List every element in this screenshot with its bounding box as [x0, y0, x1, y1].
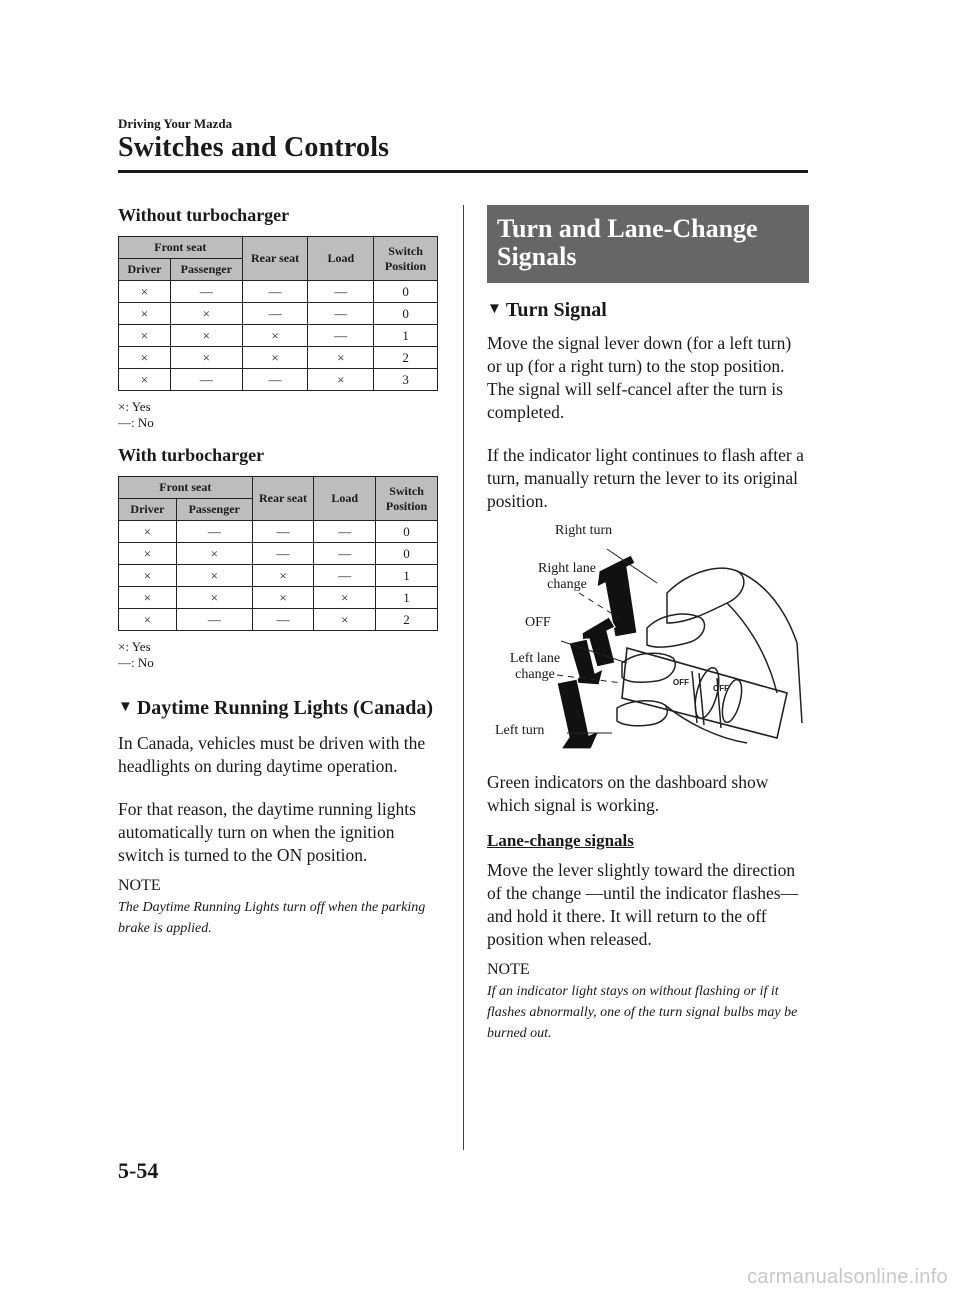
col-switch-position: Switch Position	[374, 237, 438, 281]
legend-yes: ×: Yes	[118, 639, 151, 654]
table-cell: 2	[376, 609, 438, 631]
header-rule	[118, 170, 808, 173]
turn-note-title: NOTE	[487, 961, 530, 978]
table-row	[119, 587, 438, 609]
col-passenger: Passenger	[176, 499, 252, 521]
table-cell: ―	[170, 369, 242, 391]
table-cell: ―	[308, 303, 374, 325]
table-cell: ―	[176, 609, 252, 631]
drl-heading	[118, 697, 440, 720]
col-front-seat: Front seat	[119, 477, 253, 499]
table-cell: ―	[252, 609, 314, 631]
table-cell: ―	[242, 369, 308, 391]
drl-note-title: NOTE	[118, 877, 161, 894]
triangle-down-icon: ▼	[118, 699, 133, 715]
table-cell: ×	[119, 521, 177, 543]
col-switch-position: Switch Position	[376, 477, 438, 521]
table-cell: ×	[176, 587, 252, 609]
chapter-title: Switches and Controls	[118, 132, 390, 163]
table-cell: ×	[242, 347, 308, 369]
finger-shape	[622, 653, 675, 682]
table-cell: ×	[308, 369, 374, 391]
col-load: Load	[314, 477, 376, 521]
col-driver: Driver	[119, 499, 177, 521]
left-column	[118, 205, 440, 939]
turn-note-text: If an indicator light stays on without flashing or if it flashes abnormally, one of the turn signal bulbs may be burned out.	[487, 984, 798, 1041]
table-cell: ―	[308, 325, 374, 347]
table-cell: ―	[314, 565, 376, 587]
table-cell: ×	[252, 565, 314, 587]
table-cell: ―	[242, 303, 308, 325]
turn-signal-heading	[487, 299, 809, 322]
with-turbo-table	[118, 476, 438, 631]
legend-yes: ×: Yes	[118, 399, 151, 414]
table-cell: ×	[119, 369, 171, 391]
table-cell: ―	[308, 281, 374, 303]
col-rear-seat: Rear seat	[252, 477, 314, 521]
turn-lever-diagram	[487, 523, 809, 763]
table-cell: ×	[170, 347, 242, 369]
table-cell: 0	[376, 543, 438, 565]
turn-paragraph-3: Green indicators on the dashboard show which signal is working.	[487, 772, 769, 815]
lane-change-heading: Lane-change signals	[487, 831, 634, 850]
col-front-seat: Front seat	[119, 237, 243, 259]
table-cell: ―	[252, 543, 314, 565]
table-cell: ×	[119, 565, 177, 587]
drl-note-text: The Daytime Running Lights turn off when the parking brake is applied.	[118, 900, 426, 936]
lever-off-label-1: OFF	[673, 678, 689, 687]
legend-no: ―: No	[118, 415, 154, 430]
section-label: Driving Your Mazda	[118, 116, 233, 131]
drl-paragraph-2: For that reason, the daytime running lights automatically turn on when the ignition switch is turned to the ON position.	[118, 799, 416, 865]
label-right-turn: Right turn	[555, 523, 613, 538]
col-load: Load	[308, 237, 374, 281]
label-right-lane-change: Right lane change	[538, 561, 596, 592]
table-cell: ―	[314, 521, 376, 543]
turn-paragraph-4: Move the lever slightly toward the direction of the change ―until the indicator flashes― and hold it there. It will return to the off position when released.	[487, 860, 799, 949]
table-cell: ×	[119, 543, 177, 565]
table-row	[119, 369, 438, 391]
table-cell: 0	[374, 281, 438, 303]
col-rear-seat: Rear seat	[242, 237, 308, 281]
table-cell: ×	[176, 565, 252, 587]
without-turbo-heading: Without turbocharger	[118, 205, 290, 225]
turn-paragraph-1: Move the signal lever down (for a left turn) or up (for a right turn) to the stop position. The signal will self-cancel after the turn is completed.	[487, 333, 792, 422]
table-cell: 1	[374, 325, 438, 347]
finger-shape	[647, 614, 705, 647]
table-cell: 3	[374, 369, 438, 391]
table-cell: ×	[119, 609, 177, 631]
table-cell: ―	[314, 543, 376, 565]
table-cell: ×	[308, 347, 374, 369]
col-passenger: Passenger	[170, 259, 242, 281]
table-row	[119, 303, 438, 325]
without-turbo-table	[118, 236, 438, 391]
watermark: carmanualsonline.info	[747, 1266, 948, 1288]
table-cell: ―	[176, 521, 252, 543]
table-cell: ×	[119, 303, 171, 325]
table-cell: ×	[170, 325, 242, 347]
table-cell: ×	[314, 609, 376, 631]
triangle-down-icon: ▼	[487, 301, 502, 317]
col-driver: Driver	[119, 259, 171, 281]
table-row	[119, 347, 438, 369]
table-cell: ×	[119, 347, 171, 369]
drl-paragraph-1: In Canada, vehicles must be driven with the headlights on during daytime operation.	[118, 733, 426, 776]
column-divider	[463, 205, 464, 1150]
without-turbo-legend	[118, 399, 440, 431]
table-cell: ―	[242, 281, 308, 303]
right-column	[487, 205, 809, 1044]
turn-paragraph-2: If the indicator light continues to flash after a turn, manually return the lever to its original position.	[487, 445, 804, 511]
table-cell: ―	[252, 521, 314, 543]
table-cell: 1	[376, 565, 438, 587]
table-row	[119, 281, 438, 303]
table-row	[119, 325, 438, 347]
table-row	[119, 543, 438, 565]
label-left-turn: Left turn	[495, 723, 545, 738]
table-cell: ×	[170, 303, 242, 325]
finger-shape	[617, 701, 667, 726]
table-row	[119, 521, 438, 543]
legend-no: ―: No	[118, 655, 154, 670]
arrow-left-turn	[557, 679, 599, 749]
turn-section-title: Turn and Lane-Change Signals	[487, 205, 809, 283]
table-row	[119, 565, 438, 587]
drl-heading-text: Daytime Running Lights (Canada)	[136, 697, 434, 719]
table-cell: ×	[119, 325, 171, 347]
table-cell: 1	[376, 587, 438, 609]
table-cell: ―	[170, 281, 242, 303]
label-left-lane-change: Left lane change	[509, 651, 561, 682]
turn-signal-heading-text: Turn Signal	[505, 299, 607, 321]
table-row	[119, 609, 438, 631]
table-cell: ×	[119, 281, 171, 303]
lever-off-label-2: OFF	[713, 684, 729, 693]
with-turbo-legend	[118, 639, 440, 671]
table-cell: ×	[176, 543, 252, 565]
table-cell: 2	[374, 347, 438, 369]
page-number: 5-54	[118, 1158, 159, 1183]
table-cell: ×	[119, 587, 177, 609]
table-cell: ×	[314, 587, 376, 609]
table-cell: 0	[376, 521, 438, 543]
table-cell: ×	[252, 587, 314, 609]
table-cell: ×	[242, 325, 308, 347]
with-turbo-heading: With turbocharger	[118, 445, 265, 465]
label-off: OFF	[525, 615, 551, 630]
table-cell: 0	[374, 303, 438, 325]
